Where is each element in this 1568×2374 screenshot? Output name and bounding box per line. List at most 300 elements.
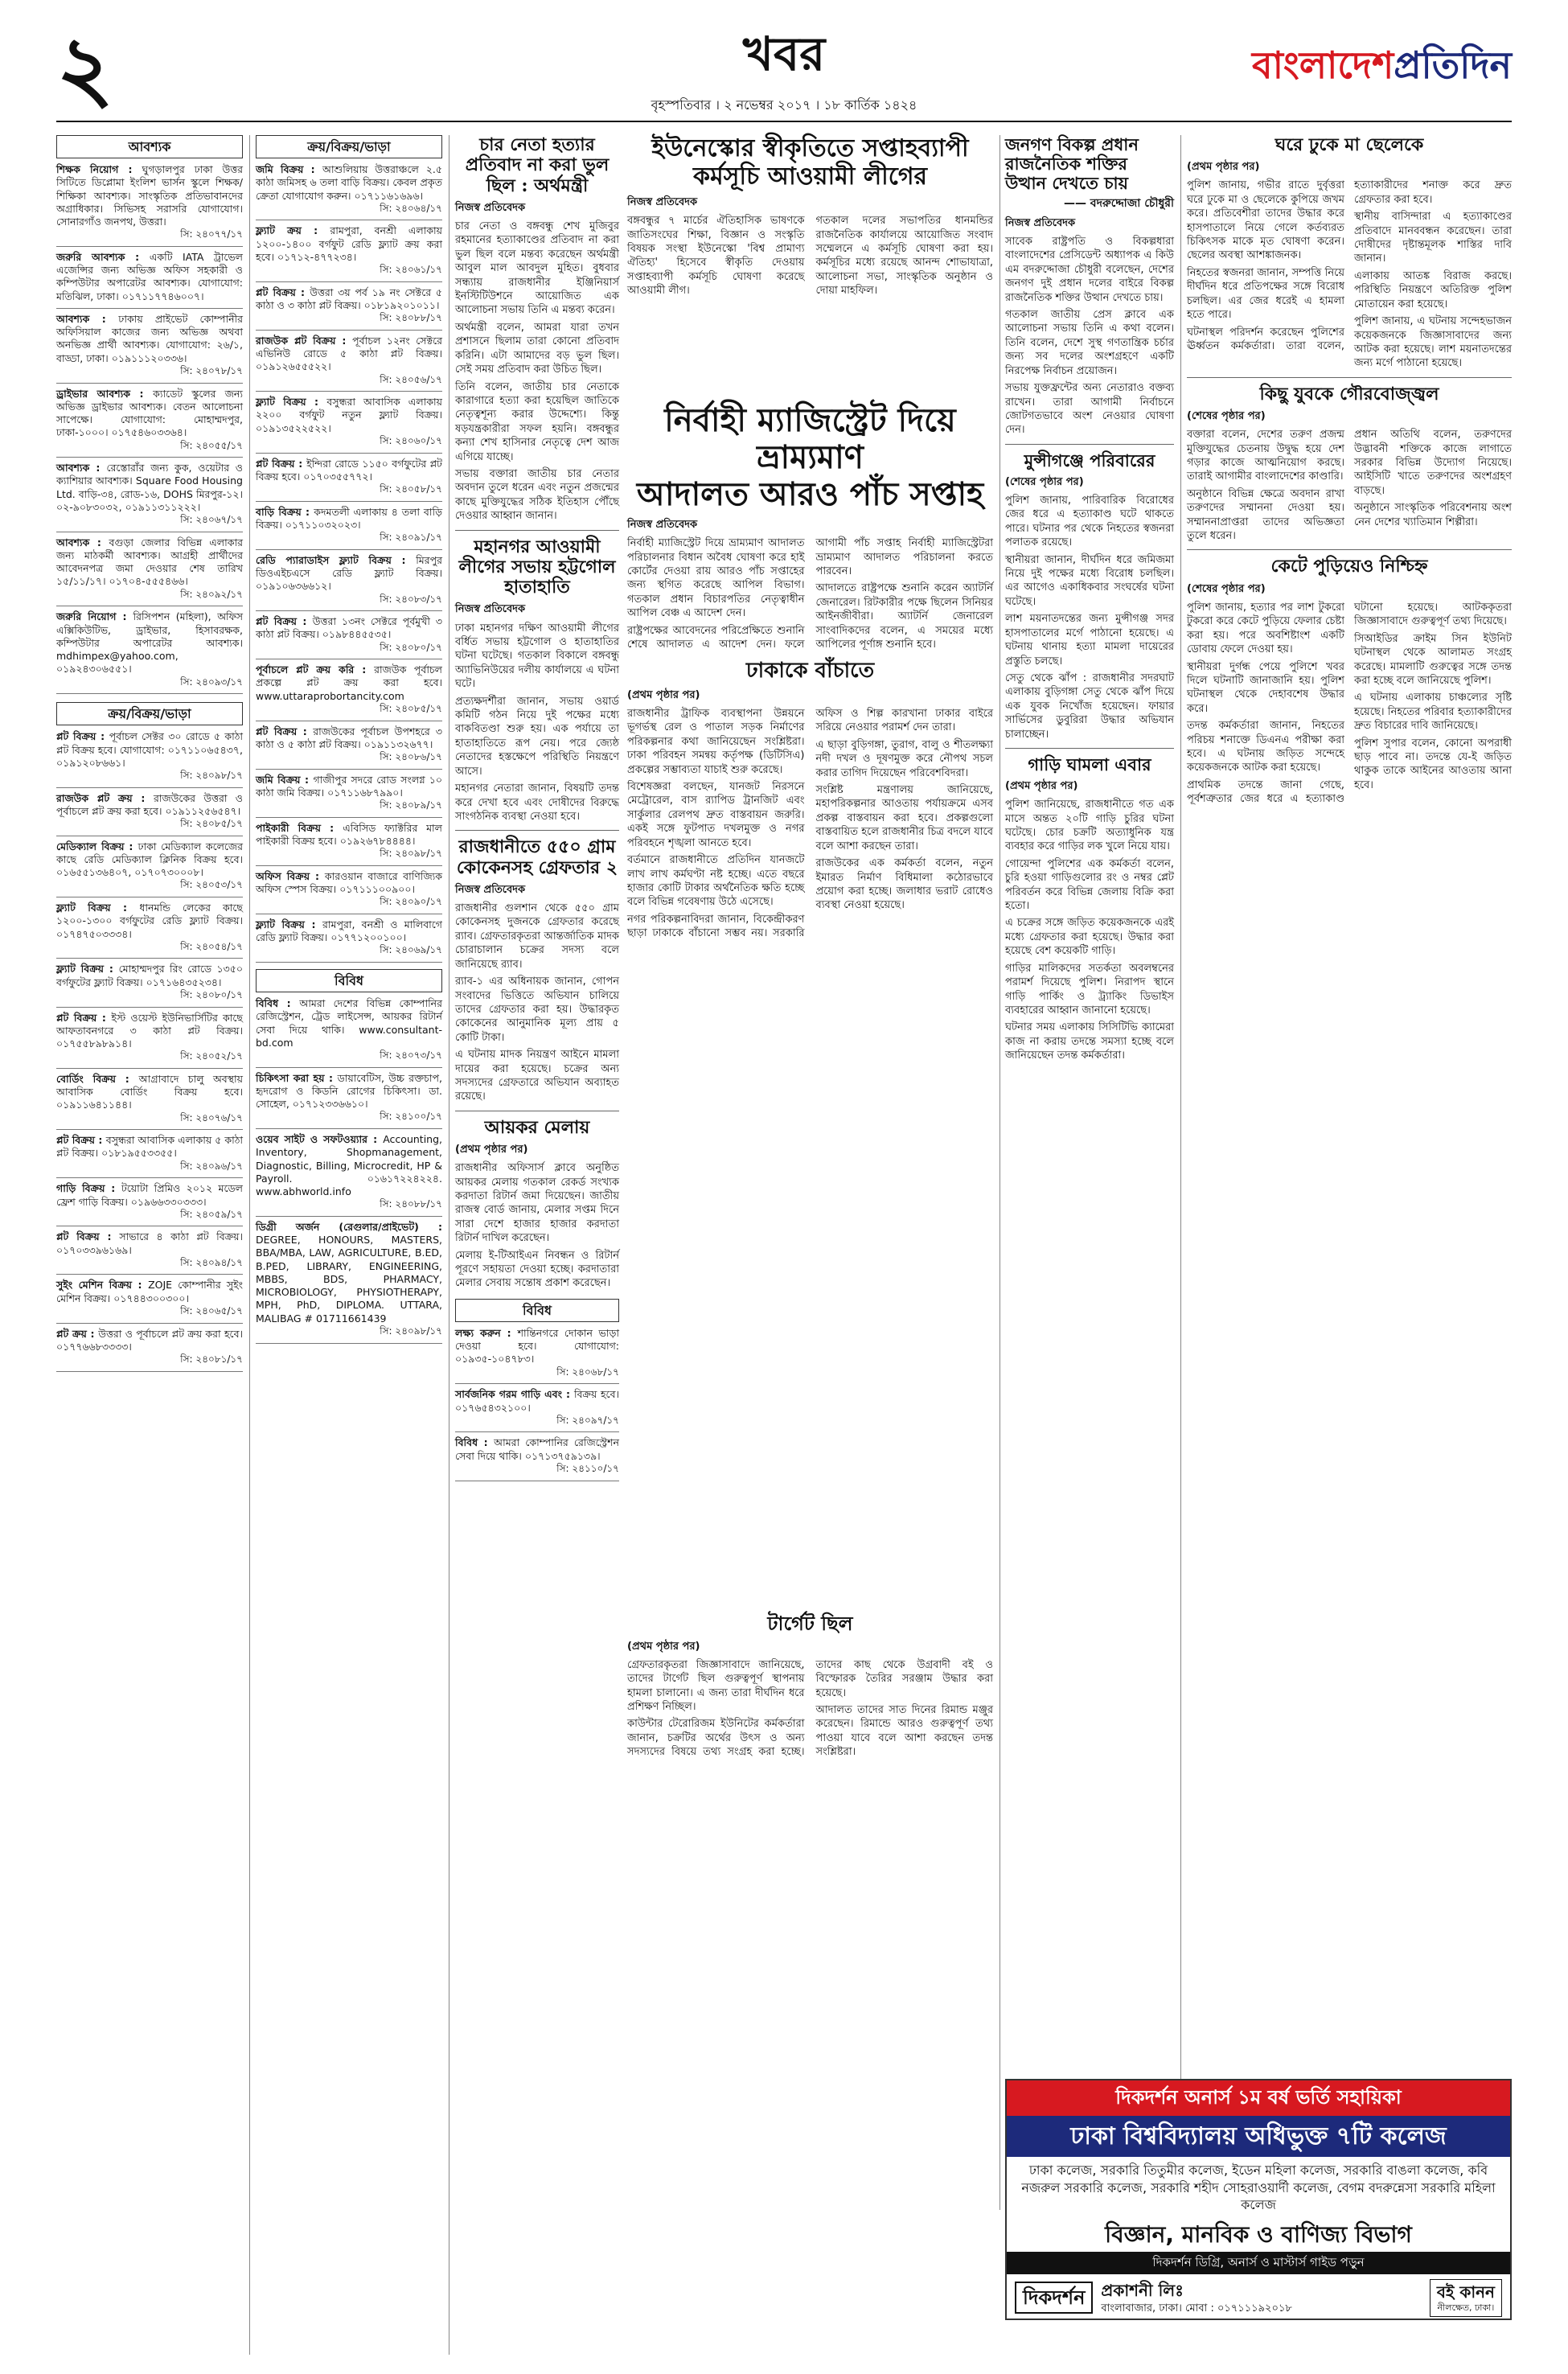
classified-ad <box>256 725 442 764</box>
byline: নিজস্ব প্রতিবেদক <box>455 201 526 214</box>
classified-ad-code: সি: ২৪০৯৮/১৭ <box>380 848 442 860</box>
classified-ad-body: Accounting, Inventory, Shopmanagement, Diagnostic, Billing, Microcredit, HP & Payroll. ০১৬১৭২২৪২২৪. www.abhworld.info <box>256 1133 442 1198</box>
classified-ad-code: সি: ২৪০৮৬/১৭ <box>380 751 442 763</box>
article-paragraph: নির্বাহী ম্যাজিস্ট্রেট দিয়ে ভ্রাম্যমাণ আদালত পরিচালনার বিধান অবৈধ ঘোষণা করে হাই কোর্টের দেওয়া রায় আরও পাঁচ সপ্তাহের জন্য স্থগিত করেছে আপিল বিভাগ। গতকাল প্রধান বিচারপতির নেতৃত্বাধীন আপিল বেঞ্চ এ আদেশ দেন। <box>627 537 805 620</box>
classified-ad-code: সি: ২৪০৫৩/১৭ <box>180 879 243 891</box>
article-paragraph: এ চক্রের সঙ্গে জড়িত কয়েকজনকে এরই মধ্যে গ্রেফতার করা হয়েছে। উদ্ধার করা হয়েছে বেশ কয়েকটি গাড়ি। <box>1005 917 1174 958</box>
classified-ad <box>56 313 243 378</box>
lead-body <box>627 214 993 301</box>
classified-ad-body: মোহাম্মদপুর রিং রোডে ১৩৫০ বর্গফুটের ফ্ল্যাট বিক্রয়। ০১৭১৬৪৩৫২৩৪। <box>56 963 243 988</box>
classified-ad <box>56 1279 243 1317</box>
byline: (প্রথম পৃষ্ঠার পর) <box>455 1144 528 1156</box>
classified-ad-title: সার্বজনিক গরম গাড়ি এবং : <box>455 1388 574 1401</box>
article-paragraph: স্থানীয় বাসিন্দারা এ হত্যাকাণ্ডের প্রতিবাদে মানববন্ধন করেছেন। তারা দোষীদের দৃষ্টান্তমূলক শাস্তির দাবি জানান। <box>1354 211 1512 265</box>
byline: নিজস্ব প্রতিবেদক <box>627 196 698 208</box>
article-body <box>455 902 619 1104</box>
classified-ad <box>256 163 442 215</box>
ad-publisher: প্রকাশনী লিঃ <box>1101 2281 1184 2301</box>
classifieds-left <box>56 135 243 1376</box>
article-paragraph: রাজধানীর গুলশান থেকে ৫৫০ গ্রাম কোকেনসহ দুজনকে গ্রেফতার করেছে র‍্যাব। গ্রেফতারকৃতরা আন্তর্জাতিক মাদক চোরাচালান চক্রের সদস্য বলে জানিয়েছে র‍্যাব। <box>455 902 619 971</box>
classified-ad-body: রামপুরা, বনশ্রী এলাকায় ১২০০-১৪০০ বর্গফুট রেডি ফ্ল্যাট ক্রয় করা হবে। ০১৭১২-৪৭৭২৩৪। <box>256 224 443 263</box>
classified-ad-title: বাড়ি বিক্রয় : <box>256 505 314 518</box>
article-paragraph: রাজউকের এক কর্মকর্তা বলেন, নতুন ইমারত নির্মাণ বিধিমালা কঠোরভাবে প্রয়োগ করা হচ্ছে। জলাধার ভরাট রোধেও ব্যবস্থা নেওয়া হয়েছে। <box>815 857 993 912</box>
article-paragraph: পুলিশ জানায়, পারিবারিক বিরোধের জের ধরে এ হত্যাকাণ্ড ঘটে থাকতে পারে। ঘটনার পর থেকে নিহতের স্বজনরা পলাতক রয়েছে। <box>1005 495 1174 549</box>
article-body <box>455 220 619 524</box>
classified-ad <box>256 554 442 606</box>
classified-ad-body: রামপুরা, বনশ্রী ও মালিবাগে রেডি ফ্ল্যাট বিক্রয়। ০১৭৭১২০০১০০। <box>256 918 442 944</box>
article-paragraph: বর্তমানে রাজধানীতে প্রতিদিন যানজটে লাখ লাখ কর্মঘণ্টা নষ্ট হচ্ছে। এতে বছরে হাজার কোটি টাকার অর্থনৈতিক ক্ষতি হচ্ছে বলে বিভিন্ন গবেষণায় উঠে এসেছে। <box>627 854 805 909</box>
byline: নিজস্ব প্রতিবেদক <box>1005 216 1076 229</box>
classified-header-bibidh-2: বিবিধ <box>455 1299 619 1322</box>
classified-ad-title: ফ্ল্যাট বিক্রয় : <box>56 902 140 914</box>
classified-ad-code: সি: ২৪০৫৪/১৭ <box>180 940 243 952</box>
target-body <box>627 1658 993 1761</box>
article-paragraph: এলাকায় আতঙ্ক বিরাজ করছে। পরিস্থিতি নিয়ন্ত্রণে অতিরিক্ত পুলিশ মোতায়েন করা হয়েছে। <box>1354 269 1512 310</box>
classified-ad-code: সি: ২৪০৯৩/১৭ <box>180 676 243 688</box>
classified-ad <box>56 388 243 453</box>
article-paragraph: নিহতের স্বজনরা জানান, সম্পত্তি নিয়ে দীর্ঘদিন ধরে প্রতিপক্ষের সঙ্গে বিরোধ চলছিল। এর জের ধরেই এ হামলা হতে পারে। <box>1187 266 1344 322</box>
ad-banner-dikdarshan[interactable] <box>1005 2079 1512 2320</box>
byline: নিজস্ব প্রতিবেদক <box>455 603 526 616</box>
byline: নিজস্ব প্রতিবেদক <box>455 883 526 896</box>
article-paragraph: পুলিশ সুপার বলেন, কোনো অপরাধী ছাড় পাবে না। তদন্তে যে-ই জড়িত থাকুক তাকে আইনের আওতায় আনা হবে। <box>1354 737 1512 791</box>
classified-ad-body: বিক্রয় হবে। ০১৭৬৫৪৩২১০০। <box>455 1388 619 1414</box>
headline-aykor: আয়কর মেলায় <box>484 1116 590 1138</box>
classified-ad <box>256 396 442 447</box>
classified-ad-body: DEGREE, HONOURS, MASTERS, BBA/MBA, LAW, AGRICULTURE, B.ED, B.PED, LIBRARY, ENGINEERING, MBBS, BDS, PHARMACY, MICROBIOLOGY, PHYSIOTHERAPY, MPH, PhD, DIPLOMA. UTTARA, MALIBAG # 01711661439 <box>256 1234 442 1325</box>
byline: নিজস্ব প্রতিবেদক <box>627 519 698 531</box>
classified-ad-code: সি: ২৪০৯৪/১৭ <box>180 1256 243 1268</box>
article-paragraph: মহানগর নেতারা জানান, বিষয়টি তদন্ত করে দেখা হবে এবং দোষীদের বিরুদ্ধে সাংগঠনিক ব্যবস্থা নেওয়া হবে। <box>455 782 619 823</box>
article-paragraph: আদালতে রাষ্ট্রপক্ষে শুনানি করেন অ্যাটর্নি জেনারেল। রিটকারীর পক্ষে ছিলেন সিনিয়র আইনজীবীরা। অ্যাটর্নি জেনারেল সাংবাদিকদের বলেন, এ সময়ের মধ্যে আপিলের পূর্ণাঙ্গ শুনানি হবে। <box>815 582 993 651</box>
headline-target: টার্গেট ছিল <box>767 1612 853 1635</box>
ghore-body <box>1187 179 1512 370</box>
classified-ad-title: জরুরি আবশ্যক : <box>56 250 150 263</box>
ad-shop-sub: নীলক্ষেত, ঢাকা। <box>1437 2302 1495 2314</box>
classified-ad-title: পূর্বাচলে প্লট ক্রয় করি : <box>256 663 375 676</box>
classified-ad-body: ধানমন্ডি লেকের কাছে ১২০০-১৩০০ বর্গফুটের রেডি ফ্ল্যাট বিক্রয়। ০১৭৪৭৫০৩৩৩৪। <box>56 902 243 940</box>
classified-ad-title: ফ্ল্যাট বিক্রয় : <box>256 396 327 409</box>
article-paragraph: পুলিশ জানিয়েছে, রাজধানীতে গত এক মাসে অন্তত ২০টি গাড়ি চুরির ঘটনা ঘটেছে। চোর চক্রটি অত্যাধুনিক যন্ত্র ব্যবহার করে গাড়ির লক খুলে নিয়ে যায়। <box>1005 799 1174 853</box>
classified-ad-code: সি: ২৪০৮৮/১৭ <box>380 312 442 324</box>
headline-mohanogor: মহানগর আওয়ামী লীগের সভায় হট্টগোল হাতাহাতি <box>458 536 616 598</box>
story-target <box>627 1612 993 1761</box>
article-paragraph: ঘটনার সময় এলাকায় সিসিটিভি ক্যামেরা কাজ না করায় তদন্তে সমস্যা হচ্ছে বলে জানিয়েছেন তদন্ত কর্মকর্তারা। <box>1005 1021 1174 1062</box>
classified-ad-body: ইন্দিরা রোডে ১১৫০ বর্গফুটের প্লট বিক্রয় হবে। ০১৭০৩৫৫৭৭২। <box>256 457 442 483</box>
classified-ad-body: পূর্বাচল সেক্টর ৩০ রোডে ৫ কাঠা প্লট বিক্রয় হবে। যোগাযোগ: ০১৭১১০৬৫৪৩৭, ০১৯১২০৮৬৬১। <box>56 730 243 769</box>
court-body <box>627 536 993 653</box>
classified-ad <box>256 458 442 496</box>
article-paragraph: গতকাল জাতীয় প্রেস ক্লাবে এক আলোচনা সভায় তিনি এ কথা বলেন। তিনি বলেন, দেশে সুস্থ গণতান্ত্রিক চর্চার জন্য সব দলের অংশগ্রহণে একটি নিরপেক্ষ নির্বাচন প্রয়োজন। <box>1005 309 1174 377</box>
classified-ad-code: সি: ২৪০৮৫/১৭ <box>180 818 243 830</box>
classified-ad-title: বিবিধ : <box>455 1436 495 1449</box>
classified-ad-body: রিসিপশন (মহিলা), অফিস এক্সিকিউটিভ, ড্রাইভার, হিসাবরক্ষক, কম্পিউটার অপারেটর আবশ্যক। mdhimpex@yahoo.com, ০১৯২৪৩০৬৫৫১। <box>56 610 243 676</box>
classified-ad-code: সি: ২৪০৬০/১৭ <box>380 434 442 446</box>
classified-ad-code: সি: ২৪০৫২/১৭ <box>180 1050 243 1062</box>
classified-ad-title: অফিস বিক্রয় : <box>256 869 325 882</box>
news-column-right <box>1187 135 1512 807</box>
classified-ad-title: রাজউক প্লট বিক্রয় : <box>256 334 353 347</box>
headline-kete: কেটে পুড়িয়েও নিশ্চিহ্ন <box>1270 556 1428 577</box>
classified-ad-body: উত্তরা ১৩নং সেক্টরে পূর্বমুখী ৩ কাঠা প্লট বিক্রয়। ০১৯৮৪৪৫৫৩৫। <box>256 615 442 641</box>
article-paragraph: গাড়ির মালিকদের সতর্কতা অবলম্বনের পরামর্শ দিয়েছে পুলিশ। নিরাপদ স্থানে গাড়ি পার্কিং ও ট্র্যাকিং ডিভাইস ব্যবহারের আহ্বান জানানো হয়েছে। <box>1005 962 1174 1017</box>
classified-ad-title: রেডি প্যারাডাইস ফ্ল্যাট বিক্রয় : <box>256 553 417 566</box>
classified-ad <box>56 792 243 831</box>
ad-shop-label: বই কানন <box>1436 2282 1495 2302</box>
classified-ad-title: লক্ষ্য করুন : <box>455 1326 518 1339</box>
classified-ad-code: সি: ২৪০৯৭/১৭ <box>556 1414 619 1426</box>
classified-ad-title: প্লট বিক্রয় : <box>256 285 310 298</box>
article-paragraph: গতকাল দলের সভাপতির ধানমন্ডির রাজনৈতিক কার্যালয়ে আয়োজিত সংবাদ সম্মেলনে এ কর্মসূচি ঘোষণা করা হয়। কর্মসূচির মধ্যে রয়েছে আনন্দ শোভাযাত্রা, আলোচনা সভা, সাংস্কৃতিক অনুষ্ঠান ও দোয়া মাহফিল। <box>815 215 993 298</box>
classified-ad <box>56 730 243 782</box>
classified-list-misc-2 <box>455 1327 619 1481</box>
ad-banner-subjects: বিজ্ঞান, মানবিক ও বাণিজ্য বিভাগ <box>1105 2221 1412 2249</box>
classified-ad-code: সি: ২৪০৯০/১৭ <box>380 896 442 908</box>
classified-ad <box>56 902 243 953</box>
byline: (শেষের পৃষ্ঠার পর) <box>1187 582 1266 595</box>
byline: (শেষের পৃষ্ঠার পর) <box>1005 475 1084 488</box>
classified-ad <box>56 251 243 303</box>
ad-banner-strap: দিকদর্শন ডিগ্রি, অনার্স ও মাস্টার্স গাইড পড়ুন <box>1007 2252 1510 2274</box>
article-paragraph: প্রত্যক্ষদর্শীরা জানান, সভায় ওয়ার্ড কমিটি গঠন নিয়ে দুই পক্ষের মধ্যে বাকবিতণ্ডা শুরু হয়। এক পর্যায়ে তা হাতাহাতিতে রূপ নেয়। পরে জ্যেষ্ঠ নেতাদের হস্তক্ষেপে পরিস্থিতি নিয়ন্ত্রণে আসে। <box>455 695 619 778</box>
headline-kichu: কিছু যুবকে গৌরবোজ্জ্বল <box>1259 383 1439 405</box>
classified-ad-body: এবিসিড ফ্যাক্টরির মাল পাইকারী বিক্রয় হবে। ০১৯২৬৭৮৪৪৪৪। <box>256 821 442 847</box>
headline-opinion: জনগণ বিকল্প প্রধান রাজনৈতিক শক্তির উত্থান দেখতে চায় <box>1005 134 1139 194</box>
article-paragraph: স্থানীয়রা জানান, দীর্ঘদিন ধরে জমিজমা নিয়ে দুই পক্ষের মধ্যে বিরোধ চলছিল। এর আগেও একাধিকবার সংঘর্ষের ঘটনা ঘটেছে। <box>1005 553 1174 608</box>
lead-headline-line2: কর্মসূচি আওয়ামী লীগের <box>693 162 927 191</box>
masthead <box>0 0 1568 121</box>
article-paragraph: কাউন্টার টেরোরিজম ইউনিটের কর্মকর্তারা জানান, চক্রটির অর্থের উৎস ও অন্য সদস্যদের বিষয়ে তথ্য সংগ্রহ করা হচ্ছে। তাদের কাছ থেকে উগ্রবাদী বই ও বিস্ফোরক তৈরির সরঞ্জাম উদ্ধার করা হয়েছে। <box>627 1658 993 1759</box>
classified-ad-body: বগুড়া জেলার বিভিন্ন এলাকার জন্য মাঠকর্মী আবশ্যক। আগ্রহী প্রার্থীদের আবেদনপত্র জমা দেওয়ার শেষ তারিখ ১৫/১১/১৭। ০১৭০৪-৫৫৫৪৬৬। <box>56 536 243 588</box>
classified-ad-code: সি: ২৪০৫৫/১৭ <box>180 439 243 451</box>
classified-ad <box>256 286 442 325</box>
classified-ad-title: রাজউক প্লট ক্রয় : <box>56 791 154 804</box>
brand-part1: বাংলাদেশ <box>1251 43 1394 87</box>
classified-ad-title: প্লট ক্রয় : <box>56 1327 99 1340</box>
classified-ad-title: বোর্ডিং বিক্রয় : <box>56 1072 139 1085</box>
article-paragraph: র‍্যাব-১ এর অধিনায়ক জানান, গোপন সংবাদের ভিত্তিতে অভিযান চালিয়ে তাদের গ্রেফতার করা হয়। উদ্ধারকৃত কোকেনের আনুমানিক মূল্য প্রায় ৫ কোটি টাকা। <box>455 975 619 1044</box>
classified-ad-body: বসুন্ধরা আবাসিক এলাকায় ৫ কাঠা প্লট বিক্রয়। ০১৮১৯৫৫৩৩৫৫। <box>56 1134 244 1160</box>
classified-ad-title: প্লট বিক্রয় : <box>56 1011 112 1024</box>
classified-ad <box>256 1221 442 1338</box>
classified-ad-body: কদমতলী এলাকায় ৪ তলা বাড়ি বিক্রয়। ০১৭১১০৩২০২৩। <box>256 505 442 531</box>
classified-ad-code: সি: ২৪০৮১/১৭ <box>180 1353 243 1366</box>
classified-ad-title: ফ্ল্যাট বিক্রয় : <box>256 918 323 930</box>
article-paragraph: সিআইডির ক্রাইম সিন ইউনিট ঘটনাস্থল থেকে আলামত সংগ্রহ করেছে। মামলাটি গুরুত্বের সঙ্গে তদন্ত করা হচ্ছে বলে জানিয়েছে পুলিশ। <box>1354 632 1512 687</box>
article-paragraph: রাজধানীর অফিসার্স ক্লাবে অনুষ্ঠিত আয়কর মেলায় গতকাল রেকর্ড সংখ্যক করদাতা রিটার্ন জমা দিয়েছেন। জাতীয় রাজস্ব বোর্ড জানায়, মেলার সপ্তম দিনে সারা দেশে হাজার হাজার করদাতা রিটার্ন দাখিল করেছেন। <box>455 1162 619 1245</box>
article-paragraph: গোয়েন্দা পুলিশের এক কর্মকর্তা বলেন, চুরি হওয়া গাড়িগুলোর রং ও নম্বর প্লেট পরিবর্তন করে বিভিন্ন জেলায় বিক্রি করা হতো। <box>1005 857 1174 913</box>
classified-ad-title: মেডিক্যাল বিক্রয় : <box>56 840 138 852</box>
article-paragraph: সভায় যুক্তফ্রন্টের অন্য নেতারাও বক্তব্য রাখেন। তারা আগামী নির্বাচনে জোটগতভাবে অংশ নেওয়ার ঘোষণা দেন। <box>1005 382 1174 437</box>
article-paragraph: পুলিশ জানায়, গভীর রাতে দুর্বৃত্তরা ঘরে ঢুকে মা ও ছেলেকে কুপিয়ে জখম করে। প্রতিবেশীরা তাদের উদ্ধার করে হাসপাতালে নিয়ে গেলে কর্তব্যরত চিকিৎসক মাকে মৃত ঘোষণা করেন। ছেলের অবস্থা আশঙ্কাজনক। <box>1187 179 1344 262</box>
classified-ad-title: আবশ্যক : <box>56 462 107 474</box>
classified-ad-code: সি: ২৪০৯৮/১৭ <box>180 770 243 782</box>
article-paragraph: আদালত তাদের সাত দিনের রিমান্ড মঞ্জুর করেছেন। রিমান্ডে আরও গুরুত্বপূর্ণ তথ্য পাওয়া যাবে বলে আশা করছেন তদন্ত সংশ্লিষ্টরা। <box>815 1703 993 1759</box>
section-title: খবর <box>742 27 826 81</box>
classified-ad-body: শান্তিনগরে দোকান ভাড়া দেওয়া হবে। যোগাযোগ: ০১৯৩৫-১০৪৭৮৩। <box>455 1326 619 1366</box>
classified-ad-code: সি: ২৪০৬৮/১৭ <box>556 1366 619 1378</box>
classified-ad-body: উত্তরা ৩য় পর্ব ১৯ নং সেক্টরে ৫ কাঠা ও ৩ কাঠা প্লট বিক্রয়। ০১৮১৯২০১০১১। <box>256 285 442 312</box>
lead-story-court <box>627 402 993 653</box>
classified-ad-code: সি: ২৪০৮৩/১৭ <box>380 593 442 605</box>
article-paragraph: তিনি বলেন, জাতীয় চার নেতাকে কারাগারে হত্যা করা হয়েছিল জাতিকে নেতৃত্বশূন্য করার উদ্দেশ্যে। কিন্তু ষড়যন্ত্রকারীরা সফল হয়নি। বঙ্গবন্ধুর কন্যা শেখ হাসিনার নেতৃত্বে দেশ আজ এগিয়ে যাচ্ছে। <box>455 380 619 463</box>
lead-headline-line1: ইউনেস্কোর স্বীকৃতিতে সপ্তাহব্যাপী <box>651 134 969 162</box>
classified-list-mid <box>256 163 442 963</box>
classified-ad-body: ঢাকায় প্রাইভেট কোম্পানীর অফিসিয়াল কাজের জন্য অভিজ্ঞ অথবা অনভিজ্ঞ প্রার্থী আবশ্যক। যোগাযোগ: ২৬/১, বাড্ডা, ঢাকা। ০১৯১১১২০৩৩৬। <box>56 312 243 364</box>
classified-ad-code: সি: ২৪০৭৭/১৭ <box>180 228 243 240</box>
article-paragraph: বিশেষজ্ঞরা বলছেন, যানজট নিরসনে মেট্রোরেল, বাস র‍্যাপিড ট্রানজিট এবং সার্কুলার রেলপথ দ্রুত বাস্তবায়ন জরুরি। একই সঙ্গে ফুটপাত দখলমুক্ত ও নগর পরিবহনে শৃঙ্খলা আনতে হবে। <box>627 781 805 849</box>
munshiganj-body <box>1005 494 1174 741</box>
classified-ad <box>56 163 243 241</box>
ad-banner-footer <box>1007 2274 1510 2322</box>
classified-ad-body: ZOJE কোম্পানীর সুইং মেশিন বিক্রয়। ০১৭৪৪৩০০৩০০। <box>56 1279 243 1304</box>
article-paragraph: ঘটনাস্থল পরিদর্শন করেছেন পুলিশের ঊর্ধ্বতন কর্মকর্তারা। তারা বলেন, হত্যাকারীদের শনাক্ত করে দ্রুত গ্রেফতার করা হবে। <box>1187 179 1512 352</box>
ad-banner-colleges: ঢাকা কলেজ, সরকারি তিতুমীর কলেজ, ইডেন মহিলা কলেজ, সরকারি বাঙলা কলেজ, কবি নজরুল সরকারি কলেজ, সরকারি শহীদ সোহরাওয়ার্দী কলেজ, বেগম বদরুন্নেসা সরকারি মহিলা কলেজ <box>1021 2162 1496 2213</box>
byline: (প্রথম পৃষ্ঠার পর) <box>1005 780 1078 793</box>
kichu-body <box>1187 428 1512 543</box>
classified-ad-title: ফ্ল্যাট বিক্রয় : <box>56 963 119 975</box>
classified-ad-code: সি: ২৪০৫৮/১৭ <box>380 483 442 495</box>
classified-ad-code: সি: ২৪০৮৯/১৭ <box>380 799 442 811</box>
classified-ad-body: মিরপুর ডিওএইচএসে রেডি ফ্ল্যাট বিক্রয়। ০১৯১০৬৩৬৬১২। <box>256 553 442 593</box>
article-paragraph: স্থানীয়রা দুর্গন্ধ পেয়ে পুলিশে খবর দিলে ঘটনাটি জানাজানি হয়। পুলিশ ঘটনাস্থল থেকে দেহাবশেষ উদ্ধার করে। <box>1187 660 1344 715</box>
classified-ad-body: ক্যাডেট স্কুলের জন্য অভিজ্ঞ ড্রাইভার আবশ্যক। বেতন আলোচনা সাপেক্ষে। যোগাযোগ: মোহাম্মদপুর, ঢাকা-১০০০। ০১৭৫৪৬০৩৩৬৪। <box>56 387 243 439</box>
lead-story-unesco <box>627 135 993 302</box>
classified-ad-body: আগ্রাবাদে চালু অবস্থায় আবাসিক বোর্ডিং বিক্রয় হবে। ০১৯১১৬৪১১৪৪। <box>56 1072 244 1111</box>
article-paragraph: নগর পরিকল্পনাবিদরা জানান, বিকেন্দ্রীকরণ ছাড়া ঢাকাকে বাঁচানো সম্ভব নয়। সরকারি অফিস ও শিল্প কারখানা ঢাকার বাইরে সরিয়ে নেওয়ার পরামর্শ দেন তারা। <box>627 708 993 940</box>
classified-ad-title: ওয়েব সাইট ও সফটওয়্যার : <box>256 1133 384 1146</box>
classified-ad <box>256 615 442 654</box>
classified-ad-code: সি: ২৪১১০/১৭ <box>556 1462 619 1474</box>
article-paragraph: সেতু থেকে ঝাঁপ : রাজধানীর সদরঘাট এলাকায় বুড়িগঙ্গা সেতু থেকে ঝাঁপ দিয়ে এক যুবক নিখোঁজ হয়েছেন। ফায়ার সার্ভিসের ডুবুরিরা উদ্ধার অভিযান চালাচ্ছেন। <box>1005 672 1174 741</box>
classified-ad-body: কারওয়ান বাজারে বাণিজ্যিক অফিস স্পেস বিক্রয়। ০১৭১১১০০৯০০। <box>256 869 442 896</box>
classified-ad-body: আমরা কোম্পানির রেজিস্ট্রেশন সেবা দিয়ে থাকি। ০১৭১৩৭৫৯১৩৯। <box>455 1436 619 1462</box>
classified-ad-title: প্লট বিক্রয় : <box>56 1134 106 1147</box>
classified-ad <box>56 1230 243 1269</box>
classified-ad <box>256 506 442 544</box>
classified-ad-title: জরুরি নিয়োগ : <box>56 610 133 623</box>
classified-ad <box>256 1072 442 1123</box>
article-paragraph: ঢাকা মহানগর দক্ষিণ আওয়ামী লীগের বর্ধিত সভায় হট্টগোল ও হাতাহাতির ঘটনা ঘটেছে। গতকাল বিকালে বঙ্গবন্ধু অ্যাভিনিউয়ের দলীয় কার্যালয়ে এ ঘটনা ঘটে। <box>455 622 619 691</box>
classified-ad-code: সি: ২৪০৮০/১৭ <box>380 641 442 653</box>
classified-ad-code: সি: ২৪০৭৬/১৭ <box>180 1111 243 1123</box>
headline-char-neta: চার নেতা হত্যার প্রতিবাদ না করা ভুল ছিল : অর্থমন্ত্রী <box>465 134 610 196</box>
classified-ad-body: টয়োটা প্রিমিও ২০১২ মডেল ফ্রেশ গাড়ি বিক্রয়। ০১৯৬৬৩৩০৩৩৩। <box>56 1182 243 1208</box>
classified-ad-body: উত্তরা ও পূর্বাচলে প্লট ক্রয় করা হবে। ০১৭৭৬৬৮৩৩৩৩। <box>56 1327 243 1353</box>
byline: (প্রথম পৃষ্ঠার পর) <box>627 1640 700 1653</box>
article-paragraph: প্রধান অতিথি বলেন, তরুণদের উদ্ভাবনী শক্তিকে কাজে লাগাতে সরকার বিভিন্ন উদ্যোগ নিয়েছে। আইসিটি খাতে তরুণদের অংশগ্রহণ বাড়ছে। <box>1354 429 1512 497</box>
article-paragraph: এ ঘটনায় মাদক নিয়ন্ত্রণ আইনে মামলা দায়ের করা হয়েছে। চক্রের অন্য সদস্যদের গ্রেফতারে অভিযান অব্যাহত রয়েছে। <box>455 1049 619 1103</box>
ad-shop <box>1430 2279 1502 2317</box>
classified-header-kroy: ক্রয়/বিক্রয়/ভাড়া <box>56 702 243 725</box>
classified-ad-body: রাজউকের পূর্বাচল উপশহরে ৩ কাঠা ও ৫ কাঠা প্লট বিক্রয়। ০১৯১১৩২৬৭৭। <box>256 725 443 750</box>
classified-ad <box>56 1182 243 1221</box>
article-body <box>455 622 619 824</box>
classified-ad-body: রেস্তোরাঁর জন্য কুক, ওয়েটার ও ক্যাশিয়ার আবশ্যক। Square Food Housing Ltd. বাড়ি-৩৪, রোড-১৬, DOHS মিরপুর-১২। ০২-৯০৮৩০৩২, ০১৯১১৩১১২২২। <box>56 462 244 513</box>
classified-ad-body: ঢাকা মেডিক্যাল কলেজের কাছে রেডি মেডিক্যাল ক্লিনিক বিক্রয় হবে। ০১৬৫৫১৩৬৪০৭, ০১৭০৭৩০০০৮। <box>56 840 243 879</box>
article-paragraph: অর্থমন্ত্রী বলেন, আমরা যারা তখন প্রশাসনে ছিলাম তারা কোনো প্রতিবাদ করিনি। এটা আমাদের বড় ভুল ছিল। সেই সময় প্রতিবাদ করা উচিত ছিল। <box>455 321 619 376</box>
classified-ad <box>56 1328 243 1366</box>
headline-ghore: ঘরে ঢুকে মা ছেলেকে <box>1275 134 1424 155</box>
article-paragraph: প্রাথমিক তদন্তে জানা গেছে, পূর্বশত্রুতার জের ধরে এ হত্যাকাণ্ড ঘটানো হয়েছে। আটককৃতরা জিজ্ঞাসাবাদে গুরুত্বপূর্ণ তথ্য দিয়েছে। <box>1187 601 1512 806</box>
classified-ad-code: সি: ২৪০৮৫/১৭ <box>380 702 442 714</box>
article-paragraph: সাবেক রাষ্ট্রপতি ও বিকল্পধারা বাংলাদেশের প্রেসিডেন্ট অধ্যাপক এ কিউ এম বদরুদ্দোজা চৌধুরী বলেছেন, দেশের জনগণ দুই প্রধান দলের বাইরে বিকল্প রাজনৈতিক শক্তির উত্থান দেখতে চায়। <box>1005 236 1174 304</box>
brand-logo <box>1251 43 1512 87</box>
kete-body <box>1187 601 1512 807</box>
classified-ad <box>455 1436 619 1475</box>
classified-ad <box>56 840 243 892</box>
classified-ad-title: আবশ্যক : <box>56 536 109 548</box>
classified-ad-code: সি: ২৪০৯৬/১৭ <box>180 1160 243 1172</box>
classified-ad <box>56 1012 243 1063</box>
article-paragraph: সভায় বক্তারা জাতীয় চার নেতার অবদান তুলে ধরেন এবং নতুন প্রজন্মের কাছে মুক্তিযুদ্ধের সঠিক ইতিহাস পৌঁছে দেওয়ার আহ্বান জানান। <box>455 467 619 523</box>
article-paragraph: এ ঘটনায় এলাকায় চাঞ্চল্যের সৃষ্টি হয়েছে। নিহতের পরিবার হত্যাকারীদের দ্রুত বিচারের দাবি জানিয়েছে। <box>1354 692 1512 733</box>
classified-header-abosshok: আবশ্যক <box>56 135 243 158</box>
classified-ad-code: সি: ২৪০৬৪/১৭ <box>380 202 442 214</box>
ad-banner-main: ঢাকা বিশ্ববিদ্যালয় অধিভুক্ত ৭টি কলেজ <box>1007 2116 1510 2158</box>
gari-body <box>1005 798 1174 1062</box>
classified-ad-body: ডায়াবেটিস, উচ্চ রক্তচাপ, হৃদরোগ ও কিডনি রোগের চিকিৎসা। ডা. সোহেল, ০১৭১২৩৩৬৬১০। <box>256 1071 442 1111</box>
classified-ad-title: পাইকারী বিক্রয় : <box>256 821 343 834</box>
dateline: বৃহস্পতিবার । ২ নভেম্বর ২০১৭ । ১৮ কার্তিক ১৪২৪ <box>651 97 917 113</box>
classified-ad <box>256 663 442 715</box>
article-body <box>455 1161 619 1291</box>
classified-ad-title: আবশ্যক : <box>56 312 119 325</box>
headline-munshiganj: মুন্সীগঞ্জে পরিবারের <box>1024 450 1155 470</box>
classified-ad-code: সি: ২৪০৯২/১৭ <box>180 588 243 600</box>
headline-dhaka: ঢাকাকে বাঁচাতে <box>745 659 875 683</box>
classified-ad-code: সি: ২৪০৯১/১৭ <box>380 532 442 544</box>
column-rule <box>249 135 250 2355</box>
classified-header-bibidh: বিবিধ <box>256 969 442 992</box>
article-paragraph: বঙ্গবন্ধুর ৭ মার্চের ঐতিহাসিক ভাষণকে জাতিসংঘের শিক্ষা, বিজ্ঞান ও সংস্কৃতি বিষয়ক সংস্থা ইউনেস্কো 'বিশ্ব প্রামাণ্য ঐতিহ্য' হিসেবে স্বীকৃতি দেওয়ায় সপ্তাহব্যাপী কর্মসূচি ঘোষণা করেছে আওয়ামী লীগ। <box>627 215 805 298</box>
classified-ad-title: গাড়ি বিক্রয় : <box>56 1182 121 1195</box>
classified-ad <box>256 335 442 386</box>
article-paragraph: অনুষ্ঠানে সাংস্কৃতিক পরিবেশনায় অংশ নেন দেশের খ্যাতিমান শিল্পীরা। <box>1354 502 1512 528</box>
classified-ad <box>256 822 442 860</box>
classified-ad-code: সি: ২৪০৭৩/১৭ <box>380 1049 442 1062</box>
classified-ad <box>56 1134 243 1173</box>
news-column-3 <box>455 135 619 1485</box>
classified-ad-body: আমরা দেশের বিভিন্ন কোম্পানির রেজিস্ট্রেশন, ট্রেড লাইসেন্স, আয়কর রিটার্ন সেবা দিয়ে থাকি। www.consultant-bd.com <box>256 997 442 1049</box>
classified-ad <box>56 462 243 527</box>
headline-gari: গাড়ি ঘামলা এবার <box>1028 754 1151 774</box>
headline-cocaine: রাজধানীতে ৫৫০ গ্রাম কোকেনসহ গ্রেফতার ২ <box>456 836 618 878</box>
classified-ad-title: প্লট বিক্রয় : <box>256 615 313 628</box>
classified-ad-title: চিকিৎসা করা হয় : <box>256 1071 338 1084</box>
classified-ad-title: প্লট বিক্রয় : <box>56 730 109 743</box>
article-paragraph: অনুষ্ঠানে বিভিন্ন ক্ষেত্রে অবদান রাখা তরুণদের সম্মাননা দেওয়া হয়। সম্মাননাপ্রাপ্তরা তাদের অভিজ্ঞতা তুলে ধরেন। <box>1187 487 1344 543</box>
opinion-author: —— বদরুদ্দোজা চৌধুরী <box>1063 197 1174 211</box>
classified-ad-body: বসুন্ধরা আবাসিক এলাকায় ২২০০ বর্গফুট নতুন ফ্ল্যাট বিক্রয়। ০১৯১৩৫২২৫২২। <box>256 396 442 434</box>
article-paragraph: পুলিশ জানায়, এ ঘটনায় সন্দেহভাজন কয়েকজনকে জিজ্ঞাসাবাদের জন্য আটক করা হয়েছে। লাশ ময়নাতদন্তের জন্য মর্গে পাঠানো হয়েছে। <box>1354 315 1512 370</box>
byline: (শেষের পৃষ্ঠার পর) <box>1187 410 1266 423</box>
article-paragraph: গ্রেফতারকৃতরা জিজ্ঞাসাবাদে জানিয়েছে, তাদের টার্গেট ছিল গুরুত্বপূর্ণ স্থাপনায় হামলা চালানো। এ জন্য তারা দীর্ঘদিন ধরে প্রশিক্ষণ নিচ্ছিল। <box>627 1658 805 1713</box>
column-rule <box>999 135 1000 2210</box>
court-headline-line1: নির্বাহী ম্যাজিস্ট্রেট দিয়ে ভ্রাম্যমাণ <box>664 401 956 476</box>
classified-ad-code: সি: ২৪০৬৭/১৭ <box>180 514 243 526</box>
classified-ad <box>256 774 442 812</box>
story-dhaka <box>627 659 993 941</box>
classified-ad-body: রাজউকের উত্তরা ও পূর্বাচলে প্লট ক্রয় করা হবে। ০১৯১১২৫৬৫৪৭। <box>56 791 243 817</box>
article-paragraph: এ ছাড়া বুড়িগঙ্গা, তুরাগ, বালু ও শীতলক্ষ্যা নদী দখল ও দূষণমুক্ত করে নৌপথ সচল করার তাগিদ দিয়েছেন পরিবেশবিদরা। <box>815 738 993 779</box>
article-paragraph: সংশ্লিষ্ট মন্ত্রণালয় জানিয়েছে, মহাপরিকল্পনার আওতায় পর্যায়ক্রমে এসব প্রকল্প বাস্তবায়ন করা হবে। প্রকল্পগুলো বাস্তবায়িত হলে রাজধানীর চিত্র বদলে যাবে বলে আশা করছেন তারা। <box>815 784 993 852</box>
classified-ad <box>56 1073 243 1124</box>
classified-ad <box>256 1133 442 1211</box>
classified-ad-code: সি: ২৪০৬১/১৭ <box>380 264 442 276</box>
classified-ad-code: সি: ২৪০৯৮/১৭ <box>380 1325 442 1337</box>
article-paragraph: রাজধানীর ট্রাফিক ব্যবস্থাপনা উন্নয়নে ভূগর্ভস্থ রেল ও পাতাল সড়ক নির্মাণের পরিকল্পনার কথা জানিয়েছেন সংশ্লিষ্টরা। ঢাকা পরিবহন সমন্বয় কর্তৃপক্ষ (ডিটিসিএ) প্রকল্পের সম্ভাব্যতা যাচাই শুরু করেছে। <box>627 708 805 776</box>
dikdarshan-logo: দিকদর্শন <box>1015 2282 1093 2314</box>
classified-ad-title: জমি বিক্রয় : <box>256 773 314 786</box>
classified-header-mid: ক্রয়/বিক্রয়/ভাড়া <box>256 135 442 158</box>
classified-ad-title: বিবিধ : <box>256 997 300 1010</box>
article-paragraph: চার নেতা ও বঙ্গবন্ধু শেখ মুজিবুর রহমানের হত্যাকাণ্ডের প্রতিবাদ না করা ভুল ছিল বলে মন্তব্য করেছেন অর্থমন্ত্রী আবুল মাল আবদুল মুহিত। বুধবার সন্ধ্যায় রাজধানীর ইঞ্জিনিয়ার্স ইনস্টিটিউশনে আয়োজিত এক আলোচনা সভায় তিনি এ মন্তব্য করেন। <box>455 220 619 317</box>
classified-list-misc <box>256 997 442 1343</box>
classified-ad <box>256 997 442 1062</box>
page-number: ২ <box>56 16 114 120</box>
byline: (প্রথম পৃষ্ঠার পর) <box>627 688 700 701</box>
classified-ad-title: সুইং মেশিন বিক্রয় : <box>56 1279 149 1292</box>
classified-ad-code: সি: ২৪০৫৯/১৭ <box>180 1208 243 1220</box>
classified-ad-title: ড্রাইভার আবশ্যক : <box>56 387 154 400</box>
news-column-opinion <box>1005 135 1174 1066</box>
classified-ad-body: ইস্ট ওয়েস্ট ইউনিভার্সিটির কাছে আফতাবনগরে ৩ কাঠা প্লট বিক্রয়। ০১৭৫৫৮৯৮৯১৪। <box>56 1011 244 1049</box>
classified-ad <box>256 870 442 909</box>
classified-ad <box>455 1388 619 1427</box>
classified-ad-title: ডিগ্রী অর্জন (রেগুলার/প্রাইভেট) : <box>256 1220 442 1233</box>
classified-ad-title: শিক্ষক নিয়োগ : <box>56 163 142 176</box>
classified-ad-body: আশুলিয়ায় উত্তরাঞ্চলে ২.৫ কাঠা জমিসহ ৬ তলা বাড়ি বিক্রয়। কেবল প্রকৃত ক্রেতা যোগাযোগ করুন। ০১৭১১৬১৬৯৬। <box>256 163 442 202</box>
classifieds-mid <box>256 135 442 1348</box>
classified-ad-code: সি: ২৪০৭৮/১৭ <box>180 364 243 376</box>
classified-ad-body: রাজউক পূর্বাচল প্রকল্পে প্লট ক্রয় করা হবে। www.uttaraprobortancity.com <box>256 663 442 702</box>
classified-ad <box>256 918 442 957</box>
classified-ad <box>256 224 442 276</box>
classified-ad-body: পূর্বাচল ১২নং সেক্টরে এভিনিউ রোডে ৫ কাঠা প্লট বিক্রয়। ০১৯১২৬৫৫৫২২। <box>256 334 442 373</box>
classified-ad-body: সাভারে ৪ কাঠা প্লট বিক্রয়। ০১৭০৩৩৯৬১৬৯। <box>56 1230 243 1256</box>
classified-list-2 <box>56 730 243 1371</box>
classified-ad-title: ফ্ল্যাট ক্রয় : <box>256 224 330 237</box>
classified-ad-title: প্লট বিক্রয় : <box>256 457 307 470</box>
classified-ad-code: সি: ২৪০৬৫/১৭ <box>180 1304 243 1316</box>
ad-publisher-block <box>1101 2280 1421 2315</box>
classified-ad <box>56 963 243 1001</box>
classified-ad-title: প্লট বিক্রয় : <box>256 725 314 737</box>
byline: (প্রথম পৃষ্ঠার পর) <box>1187 161 1260 174</box>
classified-ad <box>56 536 243 602</box>
classified-ad-body: একটি IATA ট্রাভেল এজেন্সির জন্য অভিজ্ঞ অফিস সহকারী ও কম্পিউটার অপারেটর আবশ্যক। যোগাযোগ: মতিঝিল, ঢাকা। ০১৭১১৭৭৪৬০০৭। <box>56 250 243 302</box>
article-paragraph: লাশ ময়নাতদন্তের জন্য মুন্সীগঞ্জ সদর হাসপাতালের মর্গে পাঠানো হয়েছে। এ ঘটনায় থানায় হত্যা মামলা দায়েরের প্রস্তুতি চলছে। <box>1005 613 1174 667</box>
article-paragraph: বক্তারা বলেন, দেশের তরুণ প্রজন্ম মুক্তিযুদ্ধের চেতনায় উদ্বুদ্ধ হয়ে দেশ গড়ার কাজে আত্মনিয়োগ করছে। তারাই আগামীর বাংলাদেশের কাণ্ডারি। <box>1187 429 1344 483</box>
article-paragraph: মেলায় ই-টিআইএন নিবন্ধন ও রিটার্ন পূরণে সহায়তা দেওয়া হচ্ছে। করদাতারা মেলার সেবায় সন্তোষ প্রকাশ করেছেন। <box>455 1249 619 1290</box>
classified-ad-code: সি: ২৪০৮০/১৭ <box>180 988 243 1000</box>
article-paragraph: পুলিশ জানায়, হত্যার পর লাশ টুকরো টুকরো করে কেটে পুড়িয়ে ফেলার চেষ্টা করা হয়। পরে অবশিষ্টাংশ একটি ডোবায় ফেলে দেওয়া হয়। <box>1187 601 1344 656</box>
classified-ad <box>56 610 243 688</box>
classified-ad-title: জমি বিক্রয় : <box>256 163 322 176</box>
article-paragraph: তদন্ত কর্মকর্তারা জানান, নিহতের পরিচয় শনাক্তে ডিএনএ পরীক্ষা করা হবে। এ ঘটনায় জড়িত সন্দেহে কয়েকজনকে আটক করা হয়েছে। <box>1187 720 1344 774</box>
opinion-body <box>1005 235 1174 437</box>
classified-ad <box>455 1327 619 1378</box>
column-rule <box>1180 135 1181 2210</box>
classified-ad-body: গাজীপুর সদরে রোড সংলগ্ন ১০ কাঠা জমি বিক্রয়। ০১৭১১৬৮৭৯৯০। <box>256 773 443 799</box>
classified-ad-code: সি: ২৪১০০/১৭ <box>380 1111 442 1123</box>
masthead-rule <box>56 121 1512 122</box>
court-headline-line2: আদালত আরও পাঁচ সপ্তাহ <box>636 475 984 513</box>
article-paragraph: রাষ্ট্রপক্ষের আবেদনের পরিপ্রেক্ষিতে শুনানি শেষে আদালত এ আদেশ দেন। ফলে আগামী পাঁচ সপ্তাহ নির্বাহী ম্যাজিস্ট্রেটরা ভ্রাম্যমাণ আদালত পরিচালনা করতে পারবেন। <box>627 537 993 651</box>
brand-part2: প্রতিদিন <box>1394 43 1512 87</box>
classified-list-1 <box>56 163 243 694</box>
